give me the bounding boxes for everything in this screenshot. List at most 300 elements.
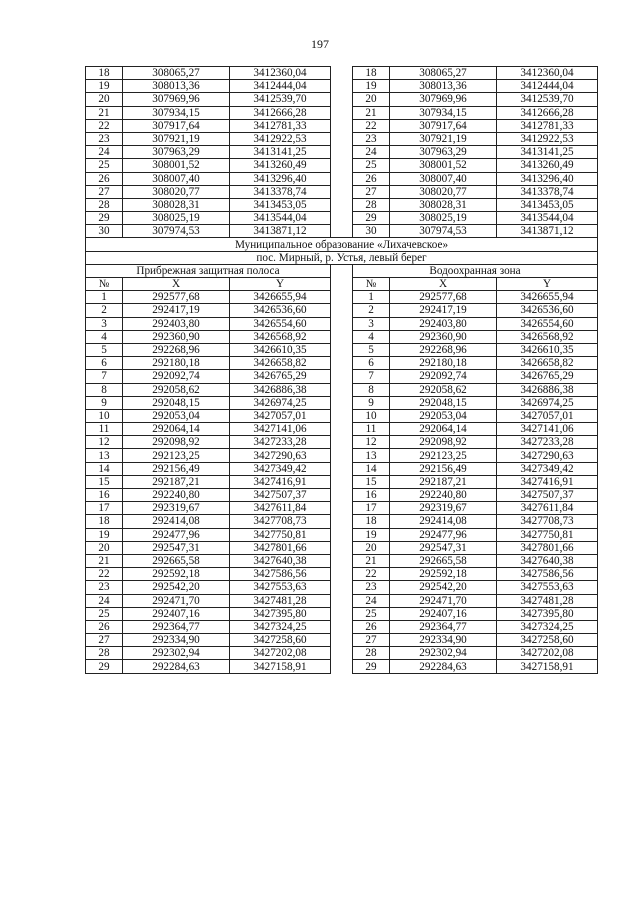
right-cell-x: 292048,15 — [390, 396, 497, 409]
right-cell-n: 4 — [353, 330, 390, 343]
left-cell-x: 308025,19 — [123, 212, 230, 225]
right-cell-x: 308025,19 — [390, 212, 497, 225]
gap-cell — [331, 449, 353, 462]
left-cell-n: 13 — [86, 449, 123, 462]
gap-cell — [331, 146, 353, 159]
right-cell-x: 308028,31 — [390, 198, 497, 211]
left-cell-x: 292547,31 — [123, 541, 230, 554]
right-cell-n: 26 — [353, 620, 390, 633]
table-row — [86, 647, 598, 660]
left-cell-y: 3427158,91 — [230, 660, 331, 673]
right-cell-x: 307974,53 — [390, 225, 497, 238]
left-cell-n: 30 — [86, 225, 123, 238]
table-row — [86, 330, 598, 343]
table-row — [86, 383, 598, 396]
left-cell-y: 3427416,91 — [230, 475, 331, 488]
right-cell-n: 29 — [353, 660, 390, 673]
left-cell-y: 3412922,53 — [230, 132, 331, 145]
left-cell-y: 3413871,12 — [230, 225, 331, 238]
left-cell-n: 25 — [86, 607, 123, 620]
location-row — [86, 251, 598, 264]
table-row — [86, 357, 598, 370]
left-cell-y: 3426765,29 — [230, 370, 331, 383]
table-row — [86, 489, 598, 502]
left-cell-x: 307963,29 — [123, 146, 230, 159]
right-cell-y: 3412781,33 — [497, 119, 598, 132]
right-cell-y: 3427553,63 — [497, 581, 598, 594]
right-cell-n: 9 — [353, 396, 390, 409]
left-cell-y: 3427349,42 — [230, 462, 331, 475]
table-row — [86, 225, 598, 238]
left-cell-n: 17 — [86, 502, 123, 515]
left-cell-n: 15 — [86, 475, 123, 488]
right-cell-y: 3427750,81 — [497, 528, 598, 541]
table-row — [86, 660, 598, 673]
left-cell-n: 8 — [86, 383, 123, 396]
gap-cell — [331, 554, 353, 567]
left-cell-n: 16 — [86, 489, 123, 502]
right-cell-y: 3427233,28 — [497, 436, 598, 449]
left-cell-n: 18 — [86, 67, 123, 80]
table-row — [86, 185, 598, 198]
right-cell-y: 3426655,94 — [497, 291, 598, 304]
right-cell-x: 292471,70 — [390, 594, 497, 607]
left-cell-x: 292403,80 — [123, 317, 230, 330]
left-cell-n: 20 — [86, 93, 123, 106]
left-cell-x: 292302,94 — [123, 647, 230, 660]
left-cell-n: 11 — [86, 423, 123, 436]
left-cell-x: 292477,96 — [123, 528, 230, 541]
left-cell-x: 308020,77 — [123, 185, 230, 198]
right-cell-n: 25 — [353, 159, 390, 172]
table-row — [86, 634, 598, 647]
gap-cell — [331, 607, 353, 620]
right-cell-y: 3413544,04 — [497, 212, 598, 225]
right-cell-x: 292577,68 — [390, 291, 497, 304]
left-cell-x: 307969,96 — [123, 93, 230, 106]
table-row — [86, 172, 598, 185]
right-cell-n: 12 — [353, 436, 390, 449]
right-cell-y: 3427507,37 — [497, 489, 598, 502]
zone-titles-row — [86, 264, 598, 277]
table-row — [86, 370, 598, 383]
right-cell-n: 11 — [353, 423, 390, 436]
right-cell-y: 3427611,84 — [497, 502, 598, 515]
left-cell-n: 23 — [86, 581, 123, 594]
page-number: 197 — [311, 37, 329, 51]
municipality-row — [86, 238, 598, 251]
left-cell-y: 3427481,28 — [230, 594, 331, 607]
left-cell-y: 3426974,25 — [230, 396, 331, 409]
gap-cell — [331, 172, 353, 185]
left-cell-y: 3427553,63 — [230, 581, 331, 594]
gap-cell — [331, 396, 353, 409]
municipality-section — [86, 238, 598, 291]
right-cell-n: 18 — [353, 67, 390, 80]
right-cell-x: 292123,25 — [390, 449, 497, 462]
table-row — [86, 119, 598, 132]
left-cell-y: 3413544,04 — [230, 212, 331, 225]
right-cell-n: 24 — [353, 146, 390, 159]
table-row — [86, 568, 598, 581]
table-row — [86, 594, 598, 607]
right-cell-n: 21 — [353, 106, 390, 119]
left-cell-n: 27 — [86, 634, 123, 647]
gap-cell — [331, 647, 353, 660]
table-row — [86, 67, 598, 80]
left-header-y: Y — [230, 278, 331, 291]
right-cell-n: 7 — [353, 370, 390, 383]
gap-cell — [331, 106, 353, 119]
right-cell-n: 8 — [353, 383, 390, 396]
gap-cell — [331, 475, 353, 488]
left-cell-n: 14 — [86, 462, 123, 475]
left-cell-n: 20 — [86, 541, 123, 554]
table-row — [86, 449, 598, 462]
left-cell-y: 3426536,60 — [230, 304, 331, 317]
left-cell-y: 3426886,38 — [230, 383, 331, 396]
left-cell-n: 19 — [86, 80, 123, 93]
table-row — [86, 581, 598, 594]
gap-cell — [331, 423, 353, 436]
left-cell-x: 292092,74 — [123, 370, 230, 383]
right-cell-y: 3426765,29 — [497, 370, 598, 383]
gap-cell — [331, 264, 353, 277]
left-cell-x: 292414,08 — [123, 515, 230, 528]
left-cell-x: 292123,25 — [123, 449, 230, 462]
gap-cell — [331, 225, 353, 238]
left-cell-y: 3427708,73 — [230, 515, 331, 528]
gap-cell — [331, 278, 353, 291]
left-cell-n: 29 — [86, 212, 123, 225]
table-row — [86, 159, 598, 172]
table-row — [86, 620, 598, 633]
right-cell-n: 19 — [353, 80, 390, 93]
left-cell-n: 1 — [86, 291, 123, 304]
right-cell-y: 3427349,42 — [497, 462, 598, 475]
left-cell-y: 3427640,38 — [230, 554, 331, 567]
left-cell-x: 292360,90 — [123, 330, 230, 343]
left-cell-x: 308028,31 — [123, 198, 230, 211]
right-cell-y: 3412444,04 — [497, 80, 598, 93]
left-cell-x: 307974,53 — [123, 225, 230, 238]
gap-cell — [331, 212, 353, 225]
right-cell-x: 292334,90 — [390, 634, 497, 647]
gap-cell — [331, 409, 353, 422]
gap-cell — [331, 489, 353, 502]
right-cell-y: 3426974,25 — [497, 396, 598, 409]
left-cell-x: 292334,90 — [123, 634, 230, 647]
right-cell-y: 3427416,91 — [497, 475, 598, 488]
left-cell-y: 3413296,40 — [230, 172, 331, 185]
left-cell-y: 3413141,25 — [230, 146, 331, 159]
right-cell-x: 308065,27 — [390, 67, 497, 80]
left-cell-x: 292240,80 — [123, 489, 230, 502]
left-cell-n: 5 — [86, 343, 123, 356]
right-cell-x: 292187,21 — [390, 475, 497, 488]
left-cell-n: 4 — [86, 330, 123, 343]
left-cell-n: 22 — [86, 568, 123, 581]
gap-cell — [331, 185, 353, 198]
left-cell-n: 22 — [86, 119, 123, 132]
table-row — [86, 132, 598, 145]
left-cell-y: 3426568,92 — [230, 330, 331, 343]
left-cell-y: 3427507,37 — [230, 489, 331, 502]
left-cell-x: 292053,04 — [123, 409, 230, 422]
table-row — [86, 198, 598, 211]
right-cell-x: 292098,92 — [390, 436, 497, 449]
right-cell-n: 18 — [353, 515, 390, 528]
right-cell-n: 10 — [353, 409, 390, 422]
gap-cell — [331, 343, 353, 356]
right-cell-x: 292053,04 — [390, 409, 497, 422]
table-row — [86, 317, 598, 330]
right-cell-n: 28 — [353, 647, 390, 660]
left-cell-y: 3427202,08 — [230, 647, 331, 660]
left-cell-n: 21 — [86, 106, 123, 119]
left-cell-x: 308007,40 — [123, 172, 230, 185]
left-cell-x: 308001,52 — [123, 159, 230, 172]
right-cell-y: 3427324,25 — [497, 620, 598, 633]
left-cell-n: 18 — [86, 515, 123, 528]
right-cell-n: 22 — [353, 119, 390, 132]
right-cell-y: 3426568,92 — [497, 330, 598, 343]
table-row — [86, 146, 598, 159]
right-cell-x: 292180,18 — [390, 357, 497, 370]
table-row — [86, 396, 598, 409]
gap-cell — [331, 568, 353, 581]
right-header-n: № — [353, 278, 390, 291]
right-cell-y: 3413141,25 — [497, 146, 598, 159]
left-cell-y: 3427324,25 — [230, 620, 331, 633]
coordinates-table — [85, 66, 598, 674]
right-cell-y: 3427290,63 — [497, 449, 598, 462]
right-cell-n: 13 — [353, 449, 390, 462]
right-cell-x: 292417,19 — [390, 304, 497, 317]
left-cell-n: 24 — [86, 146, 123, 159]
right-cell-n: 30 — [353, 225, 390, 238]
left-cell-y: 3412666,28 — [230, 106, 331, 119]
table-row — [86, 436, 598, 449]
right-cell-y: 3427586,56 — [497, 568, 598, 581]
right-cell-n: 24 — [353, 594, 390, 607]
gap-cell — [331, 383, 353, 396]
right-cell-y: 3412539,70 — [497, 93, 598, 106]
gap-cell — [331, 132, 353, 145]
right-cell-n: 26 — [353, 172, 390, 185]
gap-cell — [331, 436, 353, 449]
left-cell-y: 3412781,33 — [230, 119, 331, 132]
right-cell-y: 3427395,80 — [497, 607, 598, 620]
right-cell-x: 307963,29 — [390, 146, 497, 159]
right-cell-n: 3 — [353, 317, 390, 330]
right-cell-n: 27 — [353, 634, 390, 647]
left-cell-n: 27 — [86, 185, 123, 198]
right-cell-n: 20 — [353, 93, 390, 106]
left-cell-n: 6 — [86, 357, 123, 370]
right-cell-y: 3413378,74 — [497, 185, 598, 198]
gap-cell — [331, 502, 353, 515]
table-row — [86, 212, 598, 225]
gap-cell — [331, 317, 353, 330]
right-cell-x: 307921,19 — [390, 132, 497, 145]
gap-cell — [331, 541, 353, 554]
right-cell-x: 307917,64 — [390, 119, 497, 132]
right-cell-n: 19 — [353, 528, 390, 541]
left-cell-x: 292180,18 — [123, 357, 230, 370]
left-cell-n: 3 — [86, 317, 123, 330]
table-row — [86, 409, 598, 422]
left-cell-y: 3427141,06 — [230, 423, 331, 436]
gap-cell — [331, 594, 353, 607]
right-cell-x: 292156,49 — [390, 462, 497, 475]
right-cell-y: 3413260,49 — [497, 159, 598, 172]
right-cell-x: 307934,15 — [390, 106, 497, 119]
right-header-x: X — [390, 278, 497, 291]
right-cell-x: 292547,31 — [390, 541, 497, 554]
right-cell-x: 292407,16 — [390, 607, 497, 620]
right-cell-y: 3426886,38 — [497, 383, 598, 396]
table-row — [86, 304, 598, 317]
left-cell-n: 10 — [86, 409, 123, 422]
left-cell-y: 3427750,81 — [230, 528, 331, 541]
right-cell-n: 17 — [353, 502, 390, 515]
right-cell-y: 3427258,60 — [497, 634, 598, 647]
gap-cell — [331, 357, 353, 370]
left-cell-y: 3426655,94 — [230, 291, 331, 304]
right-cell-x: 292403,80 — [390, 317, 497, 330]
right-cell-x: 292092,74 — [390, 370, 497, 383]
right-cell-x: 292414,08 — [390, 515, 497, 528]
left-cell-y: 3412360,04 — [230, 67, 331, 80]
left-cell-x: 292364,77 — [123, 620, 230, 633]
right-cell-x: 308001,52 — [390, 159, 497, 172]
left-cell-y: 3426554,60 — [230, 317, 331, 330]
gap-cell — [331, 620, 353, 633]
left-cell-x: 292542,20 — [123, 581, 230, 594]
right-cell-x: 292360,90 — [390, 330, 497, 343]
right-cell-y: 3427801,66 — [497, 541, 598, 554]
left-cell-n: 25 — [86, 159, 123, 172]
gap-cell — [331, 198, 353, 211]
right-cell-x: 292240,80 — [390, 489, 497, 502]
right-cell-y: 3412360,04 — [497, 67, 598, 80]
left-cell-x: 292064,14 — [123, 423, 230, 436]
right-cell-x: 292364,77 — [390, 620, 497, 633]
right-cell-x: 292064,14 — [390, 423, 497, 436]
right-cell-y: 3426536,60 — [497, 304, 598, 317]
right-cell-y: 3427640,38 — [497, 554, 598, 567]
right-cell-y: 3426554,60 — [497, 317, 598, 330]
left-cell-x: 292407,16 — [123, 607, 230, 620]
table-row — [86, 80, 598, 93]
table-row — [86, 502, 598, 515]
left-zone-title: Прибрежная защитная полоса — [86, 264, 331, 277]
table-row — [86, 291, 598, 304]
left-cell-x: 308013,36 — [123, 80, 230, 93]
gap-cell — [331, 119, 353, 132]
right-cell-y: 3412666,28 — [497, 106, 598, 119]
right-cell-n: 29 — [353, 212, 390, 225]
gap-cell — [331, 462, 353, 475]
left-cell-y: 3413453,05 — [230, 198, 331, 211]
table-row — [86, 343, 598, 356]
left-cell-x: 307934,15 — [123, 106, 230, 119]
right-zone-title: Водоохранная зона — [353, 264, 598, 277]
gap-cell — [331, 528, 353, 541]
right-cell-n: 2 — [353, 304, 390, 317]
right-cell-y: 3427158,91 — [497, 660, 598, 673]
right-cell-n: 25 — [353, 607, 390, 620]
right-cell-y: 3413453,05 — [497, 198, 598, 211]
left-cell-n: 24 — [86, 594, 123, 607]
left-cell-y: 3427611,84 — [230, 502, 331, 515]
left-cell-y: 3427395,80 — [230, 607, 331, 620]
right-cell-n: 14 — [353, 462, 390, 475]
left-cell-n: 7 — [86, 370, 123, 383]
left-cell-x: 292048,15 — [123, 396, 230, 409]
gap-cell — [331, 515, 353, 528]
gap-cell — [331, 634, 353, 647]
left-cell-x: 292471,70 — [123, 594, 230, 607]
left-cell-y: 3427258,60 — [230, 634, 331, 647]
right-cell-n: 5 — [353, 343, 390, 356]
column-headers-row — [86, 278, 598, 291]
right-cell-x: 292319,67 — [390, 502, 497, 515]
right-cell-n: 6 — [353, 357, 390, 370]
left-cell-y: 3412539,70 — [230, 93, 331, 106]
left-cell-x: 307921,19 — [123, 132, 230, 145]
left-cell-x: 292417,19 — [123, 304, 230, 317]
gap-cell — [331, 660, 353, 673]
gap-cell — [331, 67, 353, 80]
gap-cell — [331, 370, 353, 383]
left-cell-x: 292319,67 — [123, 502, 230, 515]
right-cell-y: 3413296,40 — [497, 172, 598, 185]
table-row — [86, 528, 598, 541]
gap-cell — [331, 80, 353, 93]
left-cell-y: 3412444,04 — [230, 80, 331, 93]
right-cell-n: 28 — [353, 198, 390, 211]
left-cell-y: 3413378,74 — [230, 185, 331, 198]
left-cell-y: 3413260,49 — [230, 159, 331, 172]
right-cell-x: 292477,96 — [390, 528, 497, 541]
right-cell-x: 292058,62 — [390, 383, 497, 396]
left-cell-n: 26 — [86, 172, 123, 185]
left-cell-n: 28 — [86, 198, 123, 211]
left-cell-n: 9 — [86, 396, 123, 409]
point-rows-section — [86, 291, 598, 673]
right-cell-x: 292302,94 — [390, 647, 497, 660]
left-cell-x: 307917,64 — [123, 119, 230, 132]
right-cell-n: 15 — [353, 475, 390, 488]
right-cell-n: 27 — [353, 185, 390, 198]
right-cell-y: 3427141,06 — [497, 423, 598, 436]
left-cell-n: 26 — [86, 620, 123, 633]
gap-cell — [331, 159, 353, 172]
right-cell-n: 20 — [353, 541, 390, 554]
right-cell-x: 292592,18 — [390, 568, 497, 581]
right-cell-x: 292284,63 — [390, 660, 497, 673]
left-cell-x: 292058,62 — [123, 383, 230, 396]
table-row — [86, 423, 598, 436]
table-row — [86, 93, 598, 106]
left-cell-n: 12 — [86, 436, 123, 449]
right-cell-x: 292665,58 — [390, 554, 497, 567]
left-cell-x: 292665,58 — [123, 554, 230, 567]
left-cell-y: 3427233,28 — [230, 436, 331, 449]
table-row — [86, 554, 598, 567]
